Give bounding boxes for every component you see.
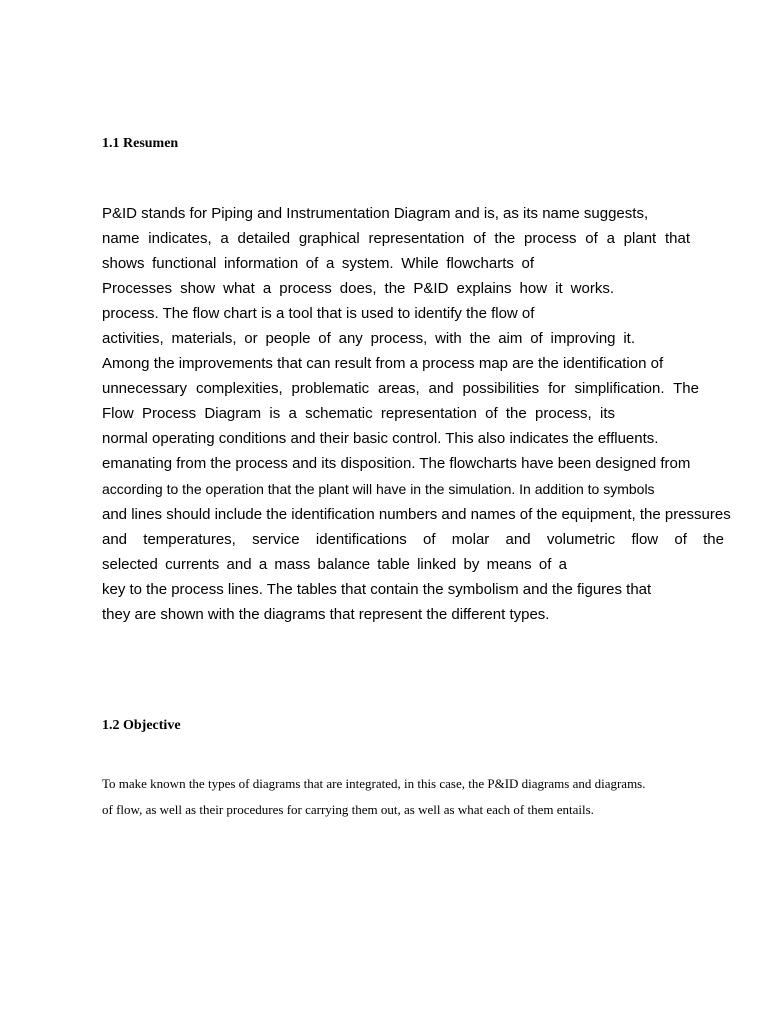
paragraph-line: they are shown with the diagrams that represent the different types. [102, 606, 550, 623]
section-2-heading: 1.2 Objective [102, 718, 181, 733]
paragraph-line: Among the improvements that can result from a process map are the identification of [102, 355, 664, 373]
paragraph-line: activities, materials, or people of any process, with the aim of improving it. [102, 329, 635, 347]
paragraph-line: shows functional information of a system. While flowcharts of [102, 254, 534, 272]
section-1-paragraph [102, 201, 731, 628]
paragraph-line: name indicates, a detailed graphical representation of the process of a plant that [102, 229, 690, 247]
paragraph-line: To make known the types of diagrams that are integrated, in this case, the P&ID diagrams and diagrams. [102, 776, 646, 791]
section-2-paragraph [102, 771, 646, 823]
paragraph-line: process. The flow chart is a tool that is used to identify the flow of [102, 304, 535, 322]
section-1-heading: 1.1 Resumen [102, 136, 179, 151]
paragraph-line: normal operating conditions and their basic control. This also indicates the effluents. [102, 430, 659, 448]
paragraph-line: emanating from the process and its disposition. The flowcharts have been designed from [102, 455, 691, 473]
paragraph-line: unnecessary complexities, problematic areas, and possibilities for simplification. The [102, 380, 699, 398]
paragraph-line: according to the operation that the plant will have in the simulation. In addition to symbols [102, 480, 655, 497]
paragraph-line: Processes show what a process does, the P&ID explains how it works. [102, 279, 614, 297]
paragraph-line: P&ID stands for Piping and Instrumentation Diagram and is, as its name suggests, [102, 204, 649, 222]
paragraph-line: key to the process lines. The tables that contain the symbolism and the figures that [102, 580, 652, 598]
paragraph-line: Flow Process Diagram is a schematic representation of the process, its [102, 405, 615, 423]
paragraph-line: and lines should include the identification numbers and names of the equipment, the pressures [102, 505, 731, 523]
paragraph-line: of flow, as well as their procedures for carrying them out, as well as what each of them entails. [102, 802, 594, 817]
paragraph-line: and temperatures, service identifications of molar and volumetric flow of the [102, 530, 724, 548]
paragraph-line: selected currents and a mass balance table linked by means of a [102, 555, 567, 573]
